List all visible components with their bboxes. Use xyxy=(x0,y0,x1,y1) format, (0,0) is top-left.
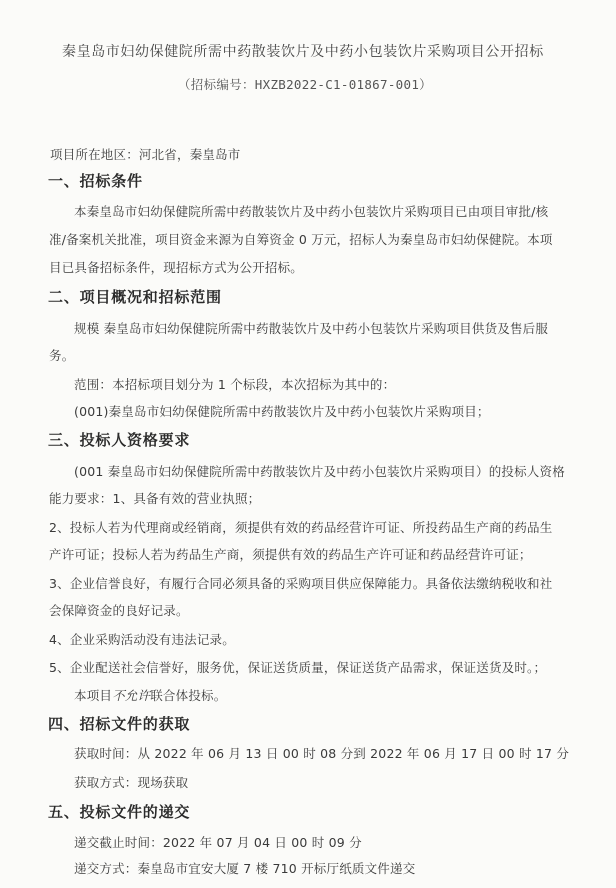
section-1-heading: 一、招标条件 xyxy=(48,172,143,190)
joint-bid-note xyxy=(74,688,226,704)
requirement-2-line: 2、投标人若为代理商或经销商，须提供有效的药品经营许可证、所投药品生产商的药品生 xyxy=(49,520,553,535)
submission-method: 递交方式：秦皇岛市宜安大厦 7 楼 710 开标厅纸质文件递交 xyxy=(74,861,416,876)
section-3-intro-line: 能力要求：1、具备有效的营业执照； xyxy=(49,491,261,506)
section-1-paragraph-line: 准/备案机关批准，项目资金来源为自筹资金 0 万元，招标人为秦皇岛市妇幼保健院。本项 xyxy=(49,232,553,247)
section-3-intro-line: (001 秦皇岛市妇幼保健院所需中药散装饮片及中药小包装饮片采购项目）的投标人资格 xyxy=(74,464,565,479)
requirement-2-line: 产许可证；投标人若为药品生产商，须提供有效的药品生产许可证和药品经营许可证； xyxy=(49,547,532,562)
section-2-scale-line: 务。 xyxy=(49,348,75,363)
section-5-heading: 五、投标文件的递交 xyxy=(48,803,191,821)
acquisition-method: 获取方式：现场获取 xyxy=(74,775,189,790)
submission-deadline: 递交截止时间：2022 年 07 月 04 日 00 时 09 分 xyxy=(74,835,362,850)
section-4-heading: 四、招标文件的获取 xyxy=(48,715,191,733)
project-region: 项目所在地区：河北省，秦皇岛市 xyxy=(50,147,241,162)
requirement-3-line: 会保障资金的良好记录。 xyxy=(49,603,189,618)
joint-bid-prefix: 本项目 xyxy=(74,688,113,703)
document-subtitle: （招标编号：HXZB2022-C1-01867-001） xyxy=(178,77,432,92)
joint-bid-suffix: 联合体投标。 xyxy=(150,688,227,703)
joint-bid-emphasis: 不允许 xyxy=(112,688,151,703)
requirement-4: 4、企业采购活动没有违法记录。 xyxy=(49,632,235,647)
section-1-paragraph-line: 本秦皇岛市妇幼保健院所需中药散装饮片及中药小包装饮片采购项目已由项目审批/核 xyxy=(74,204,549,219)
requirement-5: 5、企业配送社会信誉好，服务优，保证送货质量，保证送货产品需求，保证送货及时。； xyxy=(49,660,547,675)
document-title: 秦皇岛市妇幼保健院所需中药散装饮片及中药小包装饮片采购项目公开招标 xyxy=(62,44,544,60)
section-2-scale-line: 规模 秦皇岛市妇幼保健院所需中药散装饮片及中药小包装饮片采购项目供货及售后服 xyxy=(74,321,549,336)
acquisition-time: 获取时间：从 2022 年 06 月 13 日 00 时 08 分到 2022 年 06 月 17 日 00 时 17 分 xyxy=(74,746,570,761)
section-2-lot: (001)秦皇岛市妇幼保健院所需中药散装饮片及中药小包装饮片采购项目； xyxy=(74,404,490,419)
section-1-paragraph-line: 目已具备招标条件，现招标方式为公开招标。 xyxy=(49,260,304,275)
section-2-range: 范围：本招标项目划分为 1 个标段，本次招标为其中的： xyxy=(74,377,396,392)
requirement-3-line: 3、企业信誉良好，有履行合同必须具备的采购项目供应保障能力。具备依法缴纳税收和社 xyxy=(49,576,553,591)
section-3-heading: 三、投标人资格要求 xyxy=(48,431,191,449)
section-2-heading: 二、项目概况和招标范围 xyxy=(48,288,222,306)
